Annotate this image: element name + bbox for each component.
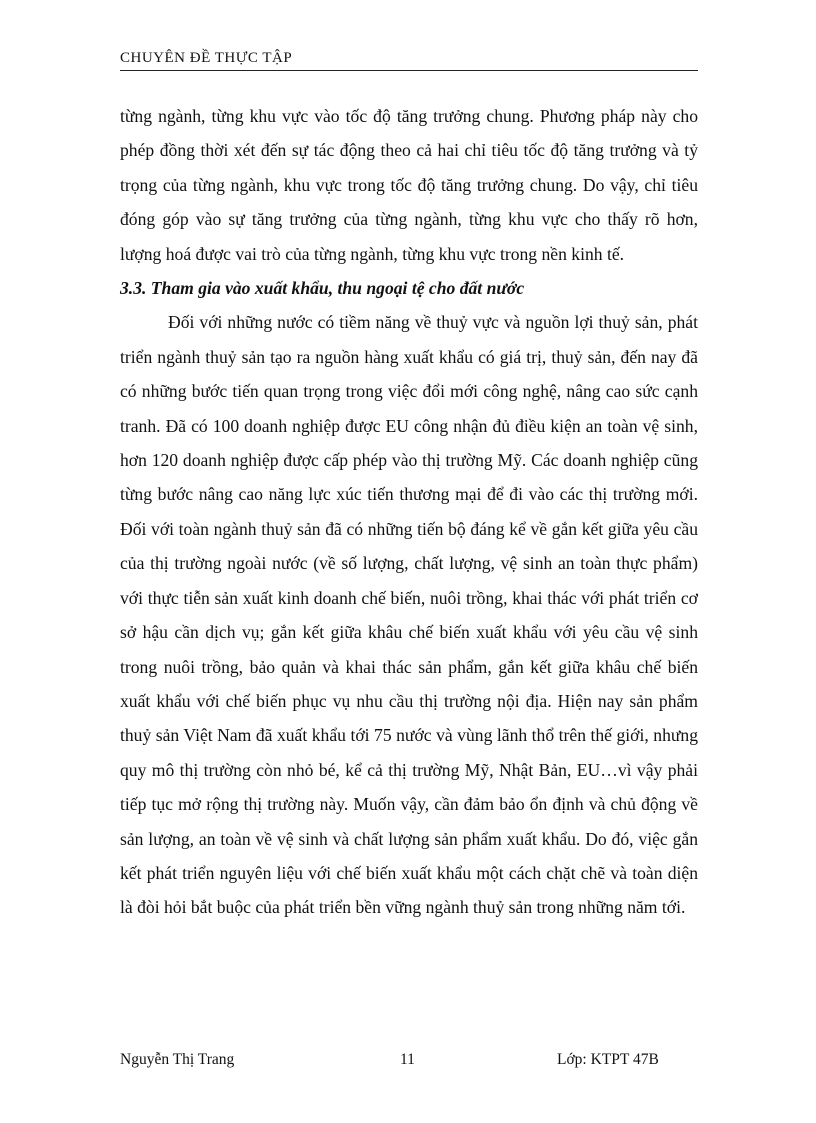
footer-author: Nguyễn Thị Trang	[120, 1051, 235, 1068]
page-header	[120, 50, 698, 71]
paragraph-export: Đối với những nước có tiềm năng về thuỷ vực và nguồn lợi thuỷ sản, phát triển ngành thuỷ sản tạo ra nguồn hàng xuất khẩu có giá trị, thuỷ sản, đến nay đã có những bước tiến quan trọng trong việc đổi mới công nghệ, nâng cao sức cạnh tranh. Đã có 100 doanh nghiệp được EU công nhận đủ điều kiện an toàn vệ sinh, hơn 120 doanh nghiệp được cấp phép vào thị trường Mỹ. Các doanh nghiệp cũng từng bước nâng cao năng lực xúc tiến thương mại để đi vào các thị trường mới. Đối với toàn ngành thuỷ sản đã có những tiến bộ đáng kể về gắn kết giữa yêu cầu của thị trường ngoài nước (về số lượng, chất lượng, vệ sinh an toàn thực phẩm) với thực tiễn sản xuất kinh doanh chế biến, nuôi trồng, khai thác với phát triển cơ sở hậu cần dịch vụ; gắn kết giữa khâu chế biến xuất khẩu với yêu cầu vệ sinh trong nuôi trồng, bảo quản và khai thác sản phẩm, gắn kết giữa khâu chế biến xuất khẩu với chế biến phục vụ nhu cầu thị trường nội địa. Hiện nay sản phẩm thuỷ sản Việt Nam đã xuất khẩu tới 75 nước và vùng lãnh thổ trên thế giới, nhưng quy mô thị trường còn nhỏ bé, kể cả thị trường Mỹ, Nhật Bản, EU…vì vậy phải tiếp tục mở rộng thị trường này. Muốn vậy, cần đảm bảo ổn định và chủ động về sản lượng, an toàn về vệ sinh và chất lượng sản phẩm xuất khẩu. Do đó, việc gắn kết phát triển nguyên liệu với chế biến xuất khẩu một cách chặt chẽ và toàn diện là đòi hỏi bắt buộc của phát triển bền vững ngành thuỷ sản trong những năm tới.	[120, 312, 698, 918]
section-heading: 3.3. Tham gia vào xuất khẩu, thu ngoại tệ cho đất nước	[120, 278, 525, 299]
paragraph-continuation: từng ngành, từng khu vực vào tốc độ tăng trưởng chung. Phương pháp này cho phép đồng thời xét đến sự tác động theo cả hai chỉ tiêu tốc độ tăng trưởng và tỷ trọng của từng ngành, khu vực trong tốc độ tăng trưởng chung. Do vậy, chỉ tiêu đóng góp vào sự tăng trưởng của từng ngành, từng khu vực cho thấy rõ hơn, lượng hoá được vai trò của từng ngành, từng khu vực trong nền kinh tế.	[120, 106, 698, 264]
footer-page-number: 11	[400, 1051, 415, 1068]
header-title: CHUYÊN ĐỀ THỰC TẬP	[120, 50, 293, 66]
document-body	[120, 99, 698, 925]
footer-class-label: Lớp: KTPT 47B	[557, 1051, 659, 1068]
